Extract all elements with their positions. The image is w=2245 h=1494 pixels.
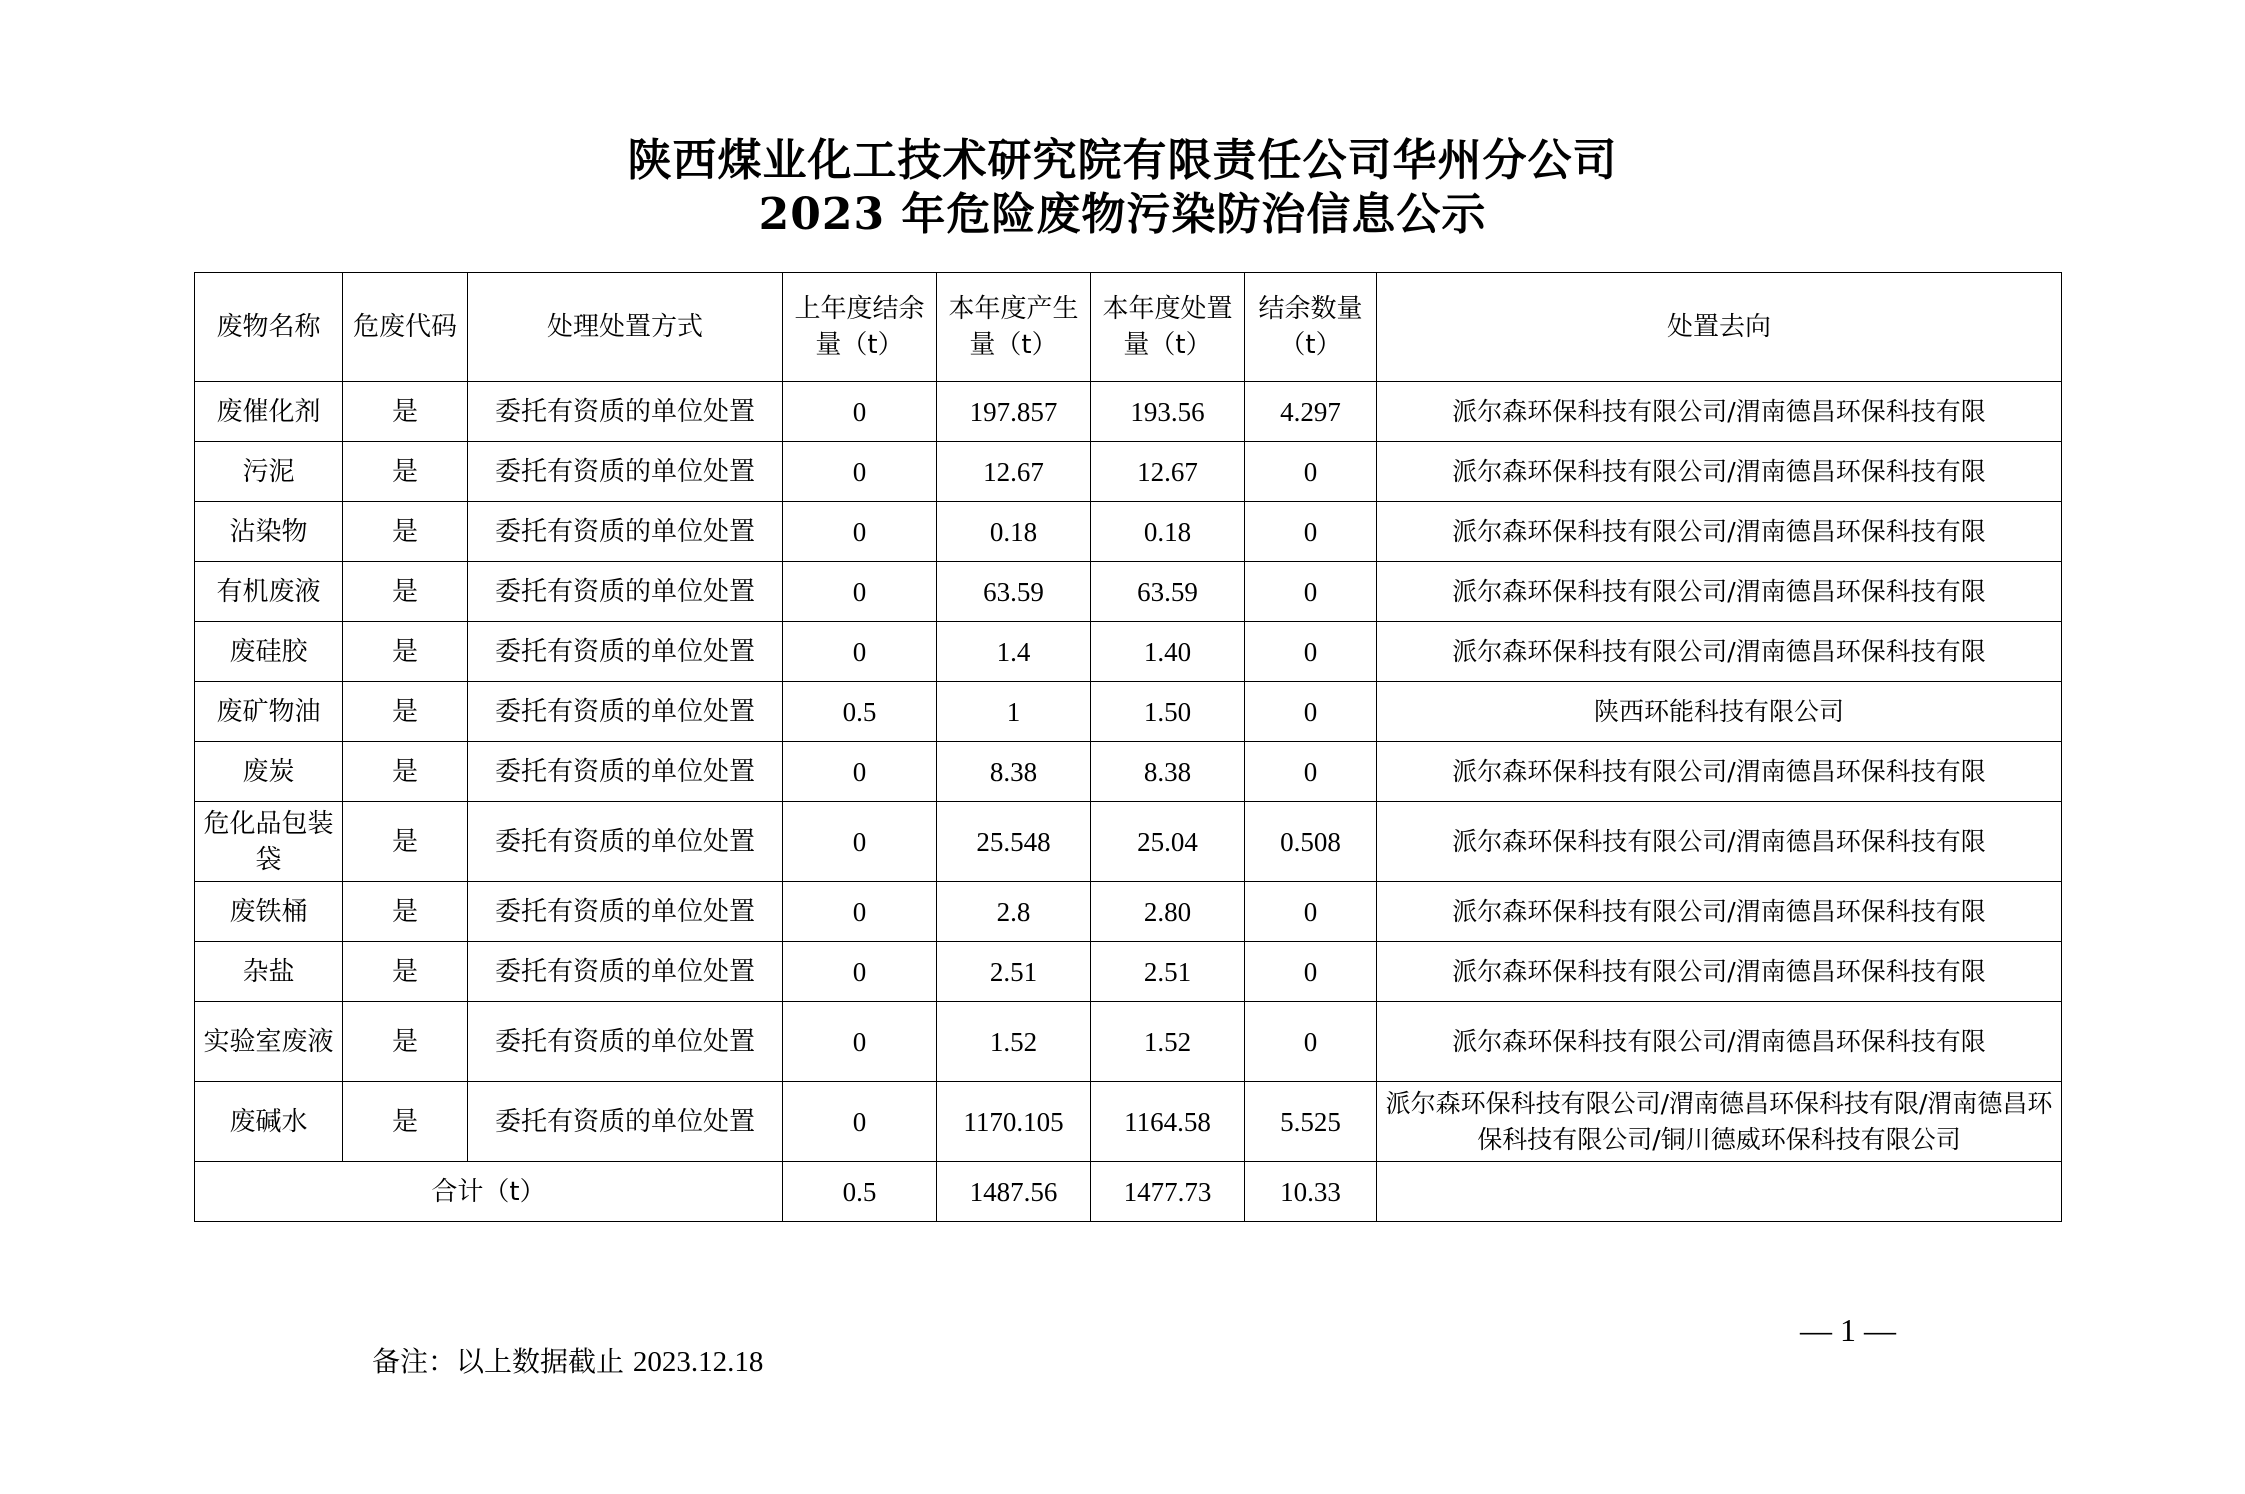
cell-prev: 0	[783, 742, 937, 802]
cell-method: 委托有资质的单位处置	[468, 1002, 783, 1082]
cell-code: 是	[343, 682, 468, 742]
cell-name: 废催化剂	[195, 382, 343, 442]
cell-dest: 派尔森环保科技有限公司/渭南德昌环保科技有限	[1377, 942, 2062, 1002]
cell-method: 委托有资质的单位处置	[468, 882, 783, 942]
cell-produced: 12.67	[937, 442, 1091, 502]
footnote	[372, 1340, 763, 1380]
cell-dest: 派尔森环保科技有限公司/渭南德昌环保科技有限	[1377, 502, 2062, 562]
cell-produced: 0.18	[937, 502, 1091, 562]
header-destination: 处置去向	[1377, 273, 2062, 382]
cell-balance: 0	[1245, 502, 1377, 562]
cell-name: 废硅胶	[195, 622, 343, 682]
cell-code: 是	[343, 742, 468, 802]
cell-code: 是	[343, 562, 468, 622]
cell-prev: 0	[783, 622, 937, 682]
cell-method: 委托有资质的单位处置	[468, 442, 783, 502]
cell-dest: 派尔森环保科技有限公司/渭南德昌环保科技有限	[1377, 442, 2062, 502]
table-row	[195, 802, 2062, 882]
header-disposed: 本年度处置量（t）	[1091, 273, 1245, 382]
table-row	[195, 1002, 2062, 1082]
cell-method: 委托有资质的单位处置	[468, 1082, 783, 1162]
cell-disposed: 2.51	[1091, 942, 1245, 1002]
cell-balance: 0	[1245, 942, 1377, 1002]
cell-dest: 派尔森环保科技有限公司/渭南德昌环保科技有限	[1377, 382, 2062, 442]
cell-method: 委托有资质的单位处置	[468, 562, 783, 622]
cell-produced: 63.59	[937, 562, 1091, 622]
total-label: 合计（t）	[195, 1162, 783, 1222]
cell-disposed: 193.56	[1091, 382, 1245, 442]
cell-code: 是	[343, 442, 468, 502]
cell-disposed: 12.67	[1091, 442, 1245, 502]
cell-code: 是	[343, 1082, 468, 1162]
table-row	[195, 622, 2062, 682]
cell-name: 废矿物油	[195, 682, 343, 742]
cell-prev: 0	[783, 942, 937, 1002]
table-row	[195, 742, 2062, 802]
cell-prev: 0	[783, 1002, 937, 1082]
header-method: 处理处置方式	[468, 273, 783, 382]
header-prev-balance: 上年度结余量（t）	[783, 273, 937, 382]
cell-balance: 0	[1245, 742, 1377, 802]
document-title-line1: 陕西煤业化工技术研究院有限责任公司华州分公司	[627, 135, 1618, 186]
cell-prev: 0	[783, 502, 937, 562]
waste-table	[194, 272, 2062, 1222]
table-row	[195, 502, 2062, 562]
cell-dest: 派尔森环保科技有限公司/渭南德昌环保科技有限	[1377, 882, 2062, 942]
cell-balance: 0.508	[1245, 802, 1377, 882]
total-disposed: 1477.73	[1091, 1162, 1245, 1222]
cell-dest: 派尔森环保科技有限公司/渭南德昌环保科技有限	[1377, 802, 2062, 882]
cell-balance: 0	[1245, 562, 1377, 622]
header-code: 危废代码	[343, 273, 468, 382]
cell-method: 委托有资质的单位处置	[468, 682, 783, 742]
cell-dest: 派尔森环保科技有限公司/渭南德昌环保科技有限	[1377, 742, 2062, 802]
cell-prev: 0	[783, 442, 937, 502]
cell-disposed: 0.18	[1091, 502, 1245, 562]
table-row	[195, 882, 2062, 942]
cell-disposed: 63.59	[1091, 562, 1245, 622]
cell-produced: 8.38	[937, 742, 1091, 802]
table-row	[195, 682, 2062, 742]
table-row	[195, 1082, 2062, 1162]
table-row	[195, 942, 2062, 1002]
cell-produced: 2.51	[937, 942, 1091, 1002]
cell-produced: 1	[937, 682, 1091, 742]
cell-disposed: 25.04	[1091, 802, 1245, 882]
cell-dest: 派尔森环保科技有限公司/渭南德昌环保科技有限/渭南德昌环保科技有限公司/铜川德威环保科技有限公司	[1377, 1082, 2062, 1162]
cell-dest: 陕西环能科技有限公司	[1377, 682, 2062, 742]
cell-prev: 0	[783, 1082, 937, 1162]
cell-disposed: 8.38	[1091, 742, 1245, 802]
cell-dest: 派尔森环保科技有限公司/渭南德昌环保科技有限	[1377, 1002, 2062, 1082]
cell-balance: 5.525	[1245, 1082, 1377, 1162]
cell-code: 是	[343, 882, 468, 942]
cell-method: 委托有资质的单位处置	[468, 802, 783, 882]
cell-disposed: 1.40	[1091, 622, 1245, 682]
cell-prev: 0	[783, 882, 937, 942]
total-dest	[1377, 1162, 2062, 1222]
cell-name: 有机废液	[195, 562, 343, 622]
cell-balance: 0	[1245, 622, 1377, 682]
table-row	[195, 562, 2062, 622]
cell-name: 实验室废液	[195, 1002, 343, 1082]
header-produced: 本年度产生量（t）	[937, 273, 1091, 382]
cell-produced: 1.52	[937, 1002, 1091, 1082]
cell-name: 废炭	[195, 742, 343, 802]
cell-code: 是	[343, 382, 468, 442]
cell-name: 杂盐	[195, 942, 343, 1002]
page-number: — 1 —	[1800, 1312, 1896, 1348]
cell-balance: 4.297	[1245, 382, 1377, 442]
cell-dest: 派尔森环保科技有限公司/渭南德昌环保科技有限	[1377, 562, 2062, 622]
cell-prev: 0	[783, 562, 937, 622]
table-row	[195, 442, 2062, 502]
cell-produced: 197.857	[937, 382, 1091, 442]
cell-produced: 1.4	[937, 622, 1091, 682]
cell-method: 委托有资质的单位处置	[468, 382, 783, 442]
footnote-text: 备注：以上数据截止	[372, 1345, 625, 1378]
document-title-line2: 2023 年危险废物污染防治信息公示	[758, 189, 1487, 240]
cell-balance: 0	[1245, 882, 1377, 942]
total-balance: 10.33	[1245, 1162, 1377, 1222]
cell-dest: 派尔森环保科技有限公司/渭南德昌环保科技有限	[1377, 622, 2062, 682]
cell-code: 是	[343, 802, 468, 882]
cell-name: 污泥	[195, 442, 343, 502]
cell-method: 委托有资质的单位处置	[468, 742, 783, 802]
cell-produced: 25.548	[937, 802, 1091, 882]
cell-disposed: 1164.58	[1091, 1082, 1245, 1162]
cell-code: 是	[343, 1002, 468, 1082]
cell-name: 危化品包装袋	[195, 802, 343, 882]
header-name: 废物名称	[195, 273, 343, 382]
total-prev: 0.5	[783, 1162, 937, 1222]
cell-disposed: 1.50	[1091, 682, 1245, 742]
table-row	[195, 382, 2062, 442]
cell-method: 委托有资质的单位处置	[468, 502, 783, 562]
header-balance: 结余数量（t）	[1245, 273, 1377, 382]
cell-prev: 0	[783, 802, 937, 882]
cell-disposed: 2.80	[1091, 882, 1245, 942]
cell-name: 废铁桶	[195, 882, 343, 942]
cell-balance: 0	[1245, 1002, 1377, 1082]
cell-produced: 1170.105	[937, 1082, 1091, 1162]
cell-disposed: 1.52	[1091, 1002, 1245, 1082]
table-header-row	[195, 273, 2062, 382]
cell-produced: 2.8	[937, 882, 1091, 942]
cell-balance: 0	[1245, 682, 1377, 742]
cell-prev: 0	[783, 382, 937, 442]
cell-code: 是	[343, 622, 468, 682]
total-produced: 1487.56	[937, 1162, 1091, 1222]
cell-name: 沾染物	[195, 502, 343, 562]
table-total-row	[195, 1162, 2062, 1222]
cell-method: 委托有资质的单位处置	[468, 622, 783, 682]
footnote-date: 2023.12.18	[632, 1346, 764, 1378]
cell-prev: 0.5	[783, 682, 937, 742]
cell-balance: 0	[1245, 442, 1377, 502]
cell-name: 废碱水	[195, 1082, 343, 1162]
cell-code: 是	[343, 942, 468, 1002]
cell-code: 是	[343, 502, 468, 562]
cell-method: 委托有资质的单位处置	[468, 942, 783, 1002]
